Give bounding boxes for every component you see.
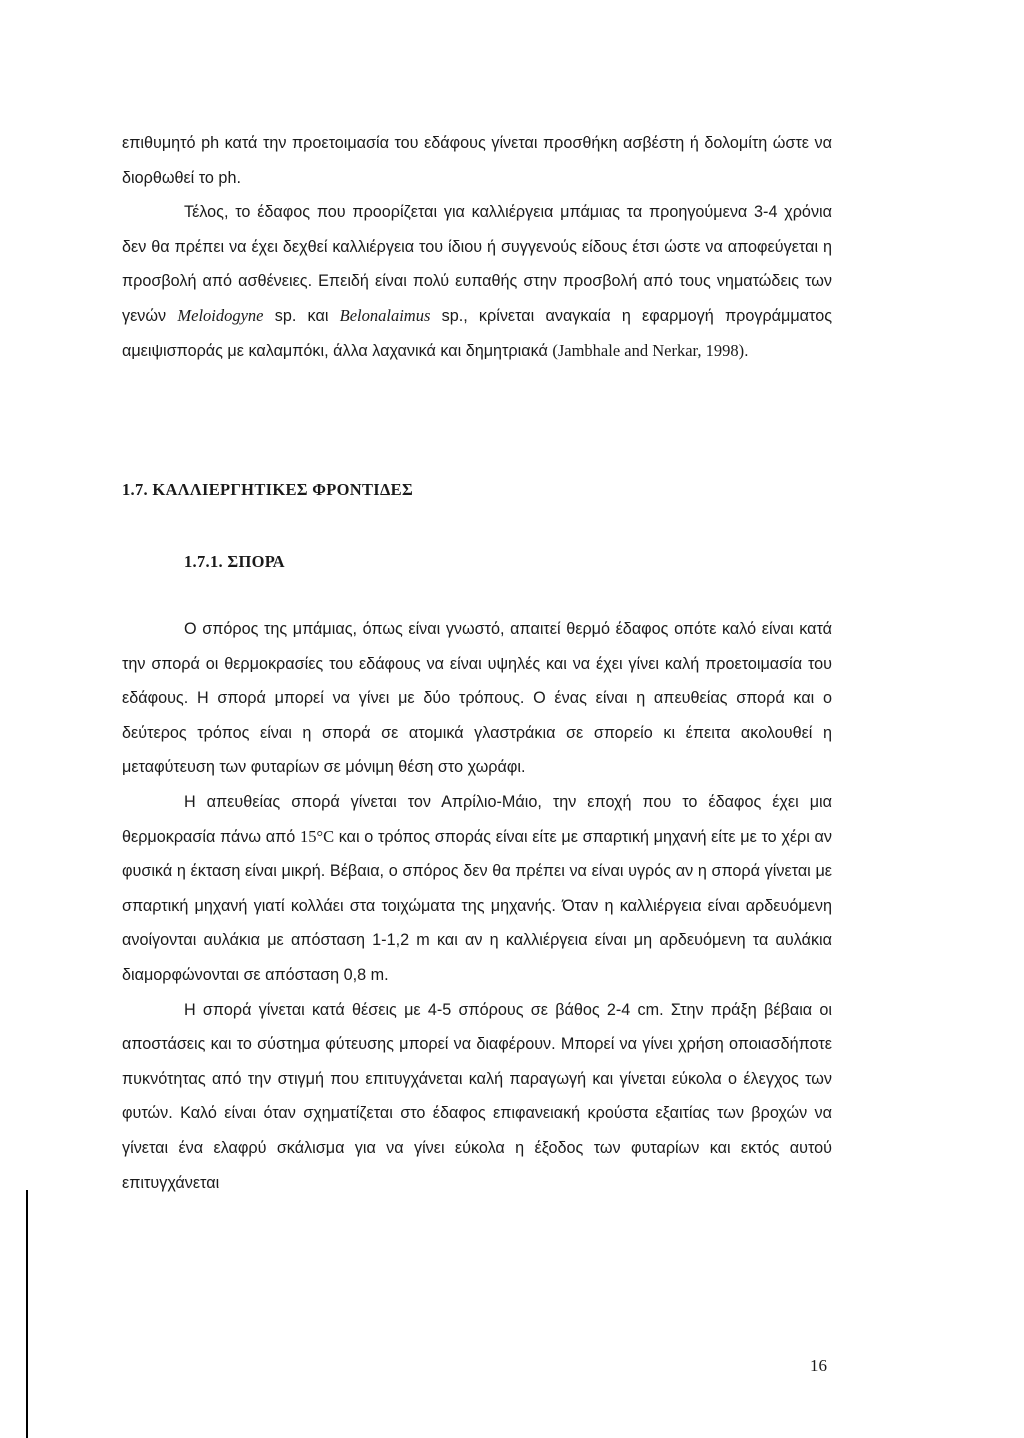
sowing-paragraph-3: Η σπορά γίνεται κατά θέσεις με 4-5 σπόρους σε βάθος 2-4 cm. Στην πράξη βέβαια οι αποστάσεις και το σύστημα φύτευσης μπορεί να διαφέρουν. Μπορεί να γίνει χρήση οποιασδήποτε πυκνότητας από την στιγμή που επιτυγχάνεται καλή παραγωγή και γίνεται εύκολα ο έλεγχος των φυτών. Καλό είναι όταν σχηματίζεται στο έδαφος επιφανειακή κρούστα εξαιτίας των βροχών να γίνεται ένα ελαφρύ σκάλισμα για να γίνει εύκολα η έξοδος των φυταρίων και εκτός αυτού επιτυγχάνεται — [122, 1000, 832, 1192]
sentence-end: . — [744, 341, 749, 360]
citation: (Jambhale and Nerkar, 1998) — [552, 340, 745, 360]
subsection-heading: 1.7.1. ΣΠΟΡΑ — [184, 552, 285, 571]
temperature-value: 15°C — [299, 826, 335, 846]
left-margin-rule — [26, 1190, 28, 1438]
genus-belonalaimus: Belonalaimus — [339, 305, 431, 325]
sowing-paragraph-2 — [122, 785, 832, 993]
intro-paragraph-continued: επιθυμητό ph κατά την προετοιμασία του εδάφους γίνεται προσθήκη ασβέστη ή δολομίτη ώστε να διορθωθεί το ph. — [122, 134, 832, 187]
intro-text-block — [122, 126, 832, 368]
sowing-text-block — [122, 612, 832, 1200]
intro-paragraph-crop-rotation — [122, 195, 832, 368]
crop-rotation-text-3: sp., κρίνεται αναγκαία η εφαρμογή προγράμματος αμειψισποράς με καλαμπόκι, άλλα λαχανικά και δημητριακά — [122, 306, 833, 360]
crop-rotation-text: Τέλος, το έδαφος που προορίζεται για καλλιέργεια μπάμιας τα προηγούμενα 3-4 χρόνια δεν θα πρέπει να έχει δεχθεί καλλιέργεια του ίδιου ή συγγενούς είδους έτσι ώστε να αποφεύγεται η προσβολή από ασθένειες. Επειδή είναι πολύ ευπαθής στην προσβολή από τους νηματώδεις των γενών — [122, 203, 832, 325]
direct-sowing-text-2: και ο τρόπος σποράς είναι είτε με σπαρτική μηχανή είτε με το χέρι αν φυσικά η έκταση είναι μικρή. Βέβαια, ο σπόρος δεν θα πρέπει να είναι υγρός αν η σπορά γίνεται με σπαρτική μηχανή γιατί κολλάει στα τοιχώματα της μηχανής. Όταν η καλλιέργεια είναι αρδευόμενη ανοίγονται αυλάκια με απόσταση 1-1,2 m και αν η καλλιέργεια είναι μη αρδευόμενη τα αυλάκια διαμορφώνονται σε απόσταση 0,8 m. — [122, 827, 832, 984]
crop-rotation-text-2: sp. και — [263, 306, 340, 325]
genus-meloidogyne: Meloidogyne — [177, 305, 264, 325]
sowing-paragraph-1: Ο σπόρος της μπάμιας, όπως είναι γνωστό, απαιτεί θερμό έδαφος οπότε καλό είναι κατά την σπορά οι θερμοκρασίες του εδάφους να είναι υψηλές και να έχει γίνει καλή προετοιμασία του εδάφους. Η σπορά μπορεί να γίνει με δύο τρόπους. Ο ένας είναι η απευθείας σπορά και ο δεύτερος τρόπος είναι η σπορά σε ατομικά γλαστράκια σε σπορείο κι έπειτα ακολουθεί η μεταφύτευση των φυταρίων σε μόνιμη θέση στο χωράφι. — [122, 620, 832, 777]
page-number: 16 — [810, 1356, 827, 1375]
direct-sowing-text: Η απευθείας σπορά γίνεται τον Απρίλιο-Μάιο, την εποχή που το έδαφος έχει μια θερμοκρασία πάνω από — [122, 792, 832, 846]
section-heading: 1.7. ΚΑΛΛΙΕΡΓΗΤΙΚΕΣ ΦΡΟΝΤΙΔΕΣ — [122, 480, 414, 499]
